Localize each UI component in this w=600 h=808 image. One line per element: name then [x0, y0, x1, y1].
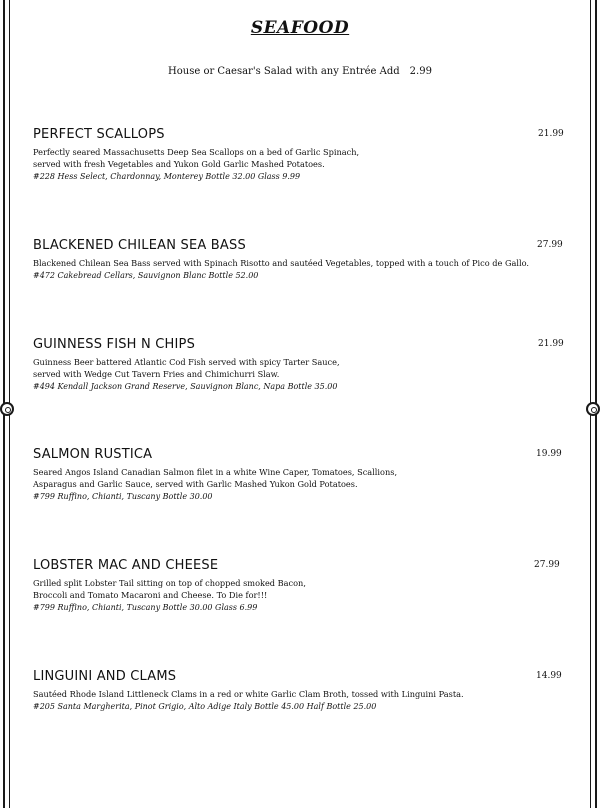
item-price: 27.99 [537, 240, 563, 250]
description-line: Grilled split Lobster Tail sitting on top of chopped smoked Bacon, [33, 578, 306, 588]
wine-pairing: #472 Cakebread Cellars, Sauvignon Blanc Bottle 52.00 [33, 271, 259, 280]
page-title: SEAFOOD [250, 18, 350, 38]
item-name: GUINNESS FISH N CHIPS [33, 337, 196, 352]
item-name: LINGUINI AND CLAMS [33, 669, 177, 684]
wine-pairing: #494 Kendall Jackson Grand Reserve, Sauvignon Blanc, Napa Bottle 35.00 [33, 382, 338, 391]
item-name: PERFECT SCALLOPS [33, 127, 165, 142]
wine-pairing: #799 Ruffino, Chianti, Tuscany Bottle 30.00 [33, 492, 213, 501]
menu-item-blackened-chilean-sea-bass [33, 238, 563, 282]
item-price: 14.99 [536, 671, 562, 681]
menu-item-linguini-and-clams [33, 669, 563, 713]
description-line: served with Wedge Cut Tavern Fries and Chimichurri Slaw. [33, 369, 280, 379]
wine-pairing: #205 Santa Margherita, Pinot Grigio, Alto Adige Italy Bottle 45.00 Half Bottle 25.00 [33, 702, 377, 711]
item-description [33, 257, 563, 269]
menu-item-lobster-mac-and-cheese [33, 558, 563, 614]
item-price: 27.99 [534, 560, 560, 570]
right-ornament-icon [586, 402, 600, 416]
description-line: Blackened Chilean Sea Bass served with Spinach Risotto and sautéed Vegetables, topped with a touch of Pico de Gallo. [33, 258, 529, 268]
description-line: Seared Angos Island Canadian Salmon filet in a white Wine Caper, Tomatoes, Scallions, [33, 467, 398, 477]
description-line: Broccoli and Tomato Macaroni and Cheese. To Die for!!! [33, 590, 268, 600]
description-line: Perfectly seared Massachusetts Deep Sea Scallops on a bed of Garlic Spinach, [33, 147, 360, 157]
item-name: BLACKENED CHILEAN SEA BASS [33, 238, 246, 253]
menu-item-guinness-fish-n-chips [33, 337, 563, 393]
item-description [33, 356, 563, 380]
item-name: LOBSTER MAC AND CHEESE [33, 558, 219, 573]
addon-price: 2.99 [409, 66, 432, 77]
item-description [33, 688, 563, 700]
description-line: Guinness Beer battered Atlantic Cod Fish served with spicy Tarter Sauce, [33, 357, 340, 367]
menu-item-salmon-rustica [33, 447, 563, 503]
item-price: 21.99 [538, 129, 564, 139]
item-description [33, 466, 563, 490]
wine-pairing: #799 Ruffino, Chianti, Tuscany Bottle 30.00 Glass 6.99 [33, 603, 258, 612]
addon-text: House or Caesar's Salad with any Entrée Add [168, 66, 400, 77]
description-line: Sautéed Rhode Island Littleneck Clams in a red or white Garlic Clam Broth, tossed with Linguini Pasta. [33, 689, 464, 699]
description-line: served with fresh Vegetables and Yukon Gold Garlic Mashed Potatoes. [33, 159, 325, 169]
item-description [33, 577, 563, 601]
description-line: Asparagus and Garlic Sauce, served with Garlic Mashed Yukon Gold Potatoes. [33, 479, 358, 489]
item-name: SALMON RUSTICA [33, 447, 153, 462]
wine-pairing: #228 Hess Select, Chardonnay, Monterey Bottle 32.00 Glass 9.99 [33, 172, 301, 181]
menu-item-perfect-scallops [33, 127, 563, 183]
item-price: 19.99 [536, 449, 562, 459]
item-description [33, 146, 563, 170]
item-price: 21.99 [538, 339, 564, 349]
salad-addon-note [0, 66, 600, 77]
left-ornament-icon [0, 402, 14, 416]
